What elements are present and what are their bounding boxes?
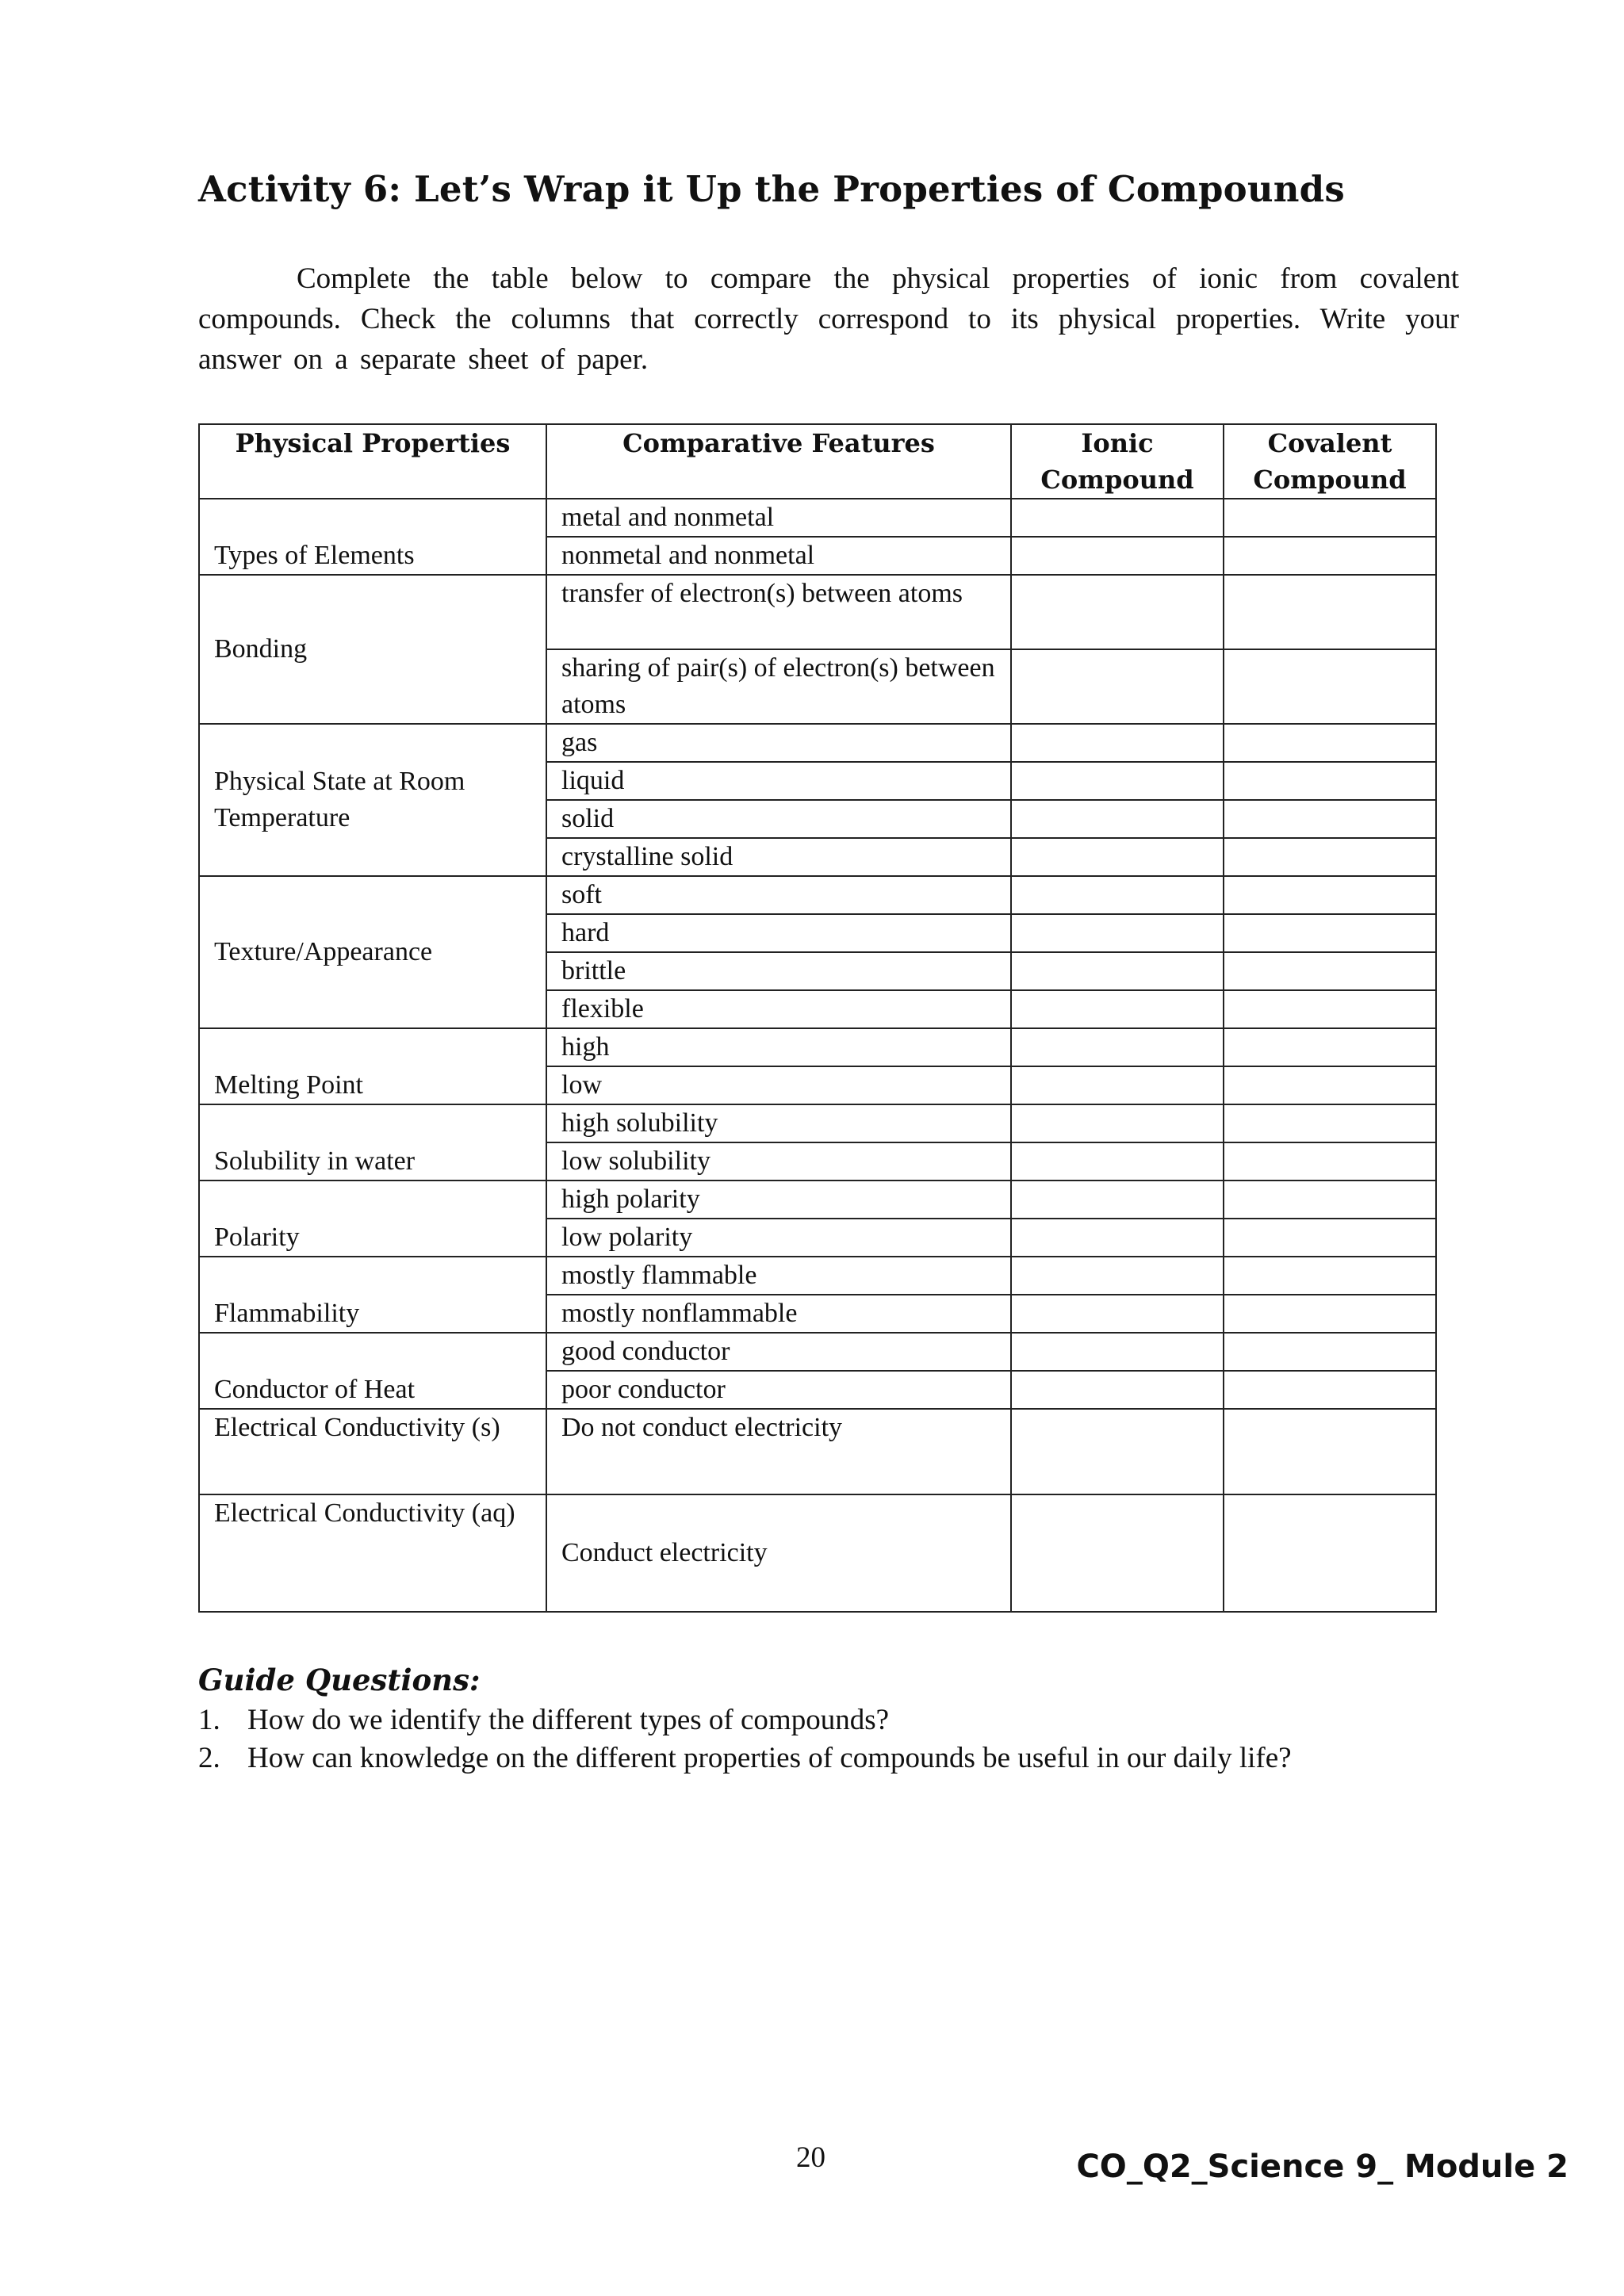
instructions-paragraph: Complete the table below to compare the physical properties of ionic from covalent compounds. Check the columns that correctly correspond to its physical properties. Write your answer on a separate sheet of paper. <box>198 262 1459 376</box>
feature-cell: high <box>546 1028 1011 1066</box>
covalent-check-cell[interactable] <box>1224 1494 1436 1612</box>
module-code: CO_Q2_Science 9_ Module 2 <box>1076 2149 1568 2185</box>
guide-questions-title: Guide Questions: <box>198 1663 481 1697</box>
covalent-check-cell[interactable] <box>1224 537 1436 575</box>
feature-cell: mostly nonflammable <box>546 1295 1011 1333</box>
property-cell: Physical State at Room Temperature <box>199 724 546 876</box>
covalent-check-cell[interactable] <box>1224 838 1436 876</box>
question-text: How can knowledge on the different properties of compounds be useful in our daily life? <box>247 1742 1292 1774</box>
feature-cell: brittle <box>546 952 1011 990</box>
covalent-check-cell[interactable] <box>1224 800 1436 838</box>
ionic-check-cell[interactable] <box>1011 1494 1224 1612</box>
ionic-check-cell[interactable] <box>1011 499 1224 537</box>
table-row <box>199 575 1436 649</box>
covalent-check-cell[interactable] <box>1224 1333 1436 1371</box>
properties-table <box>198 423 1437 1613</box>
question-number: 1. <box>198 1704 220 1736</box>
table-row <box>199 724 1436 762</box>
activity-title: Activity 6: Let’s Wrap it Up the Properties of Compounds <box>198 168 1345 210</box>
ionic-check-cell[interactable] <box>1011 1181 1224 1219</box>
ionic-check-cell[interactable] <box>1011 1219 1224 1257</box>
property-cell: Types of Elements <box>199 499 546 575</box>
feature-cell: crystalline solid <box>546 838 1011 876</box>
feature-cell: flexible <box>546 990 1011 1028</box>
ionic-check-cell[interactable] <box>1011 990 1224 1028</box>
feature-cell: transfer of electron(s) between atoms <box>546 575 1011 649</box>
table-row <box>199 876 1436 914</box>
covalent-check-cell[interactable] <box>1224 499 1436 537</box>
covalent-check-cell[interactable] <box>1224 575 1436 649</box>
table-row <box>199 1104 1436 1142</box>
feature-cell: good conductor <box>546 1333 1011 1371</box>
table-row <box>199 1257 1436 1295</box>
covalent-check-cell[interactable] <box>1224 1104 1436 1142</box>
table-row <box>199 499 1436 537</box>
covalent-check-cell[interactable] <box>1224 724 1436 762</box>
ionic-check-cell[interactable] <box>1011 952 1224 990</box>
header-comparative-features: Comparative Features <box>546 424 1011 499</box>
feature-cell: low solubility <box>546 1142 1011 1181</box>
table-row <box>199 1181 1436 1219</box>
property-cell: Melting Point <box>199 1028 546 1104</box>
ionic-check-cell[interactable] <box>1011 876 1224 914</box>
feature-cell: gas <box>546 724 1011 762</box>
question-number: 2. <box>198 1742 220 1774</box>
feature-cell: hard <box>546 914 1011 952</box>
feature-cell: Do not conduct electricity <box>546 1409 1011 1494</box>
feature-cell: liquid <box>546 762 1011 800</box>
ionic-check-cell[interactable] <box>1011 1066 1224 1104</box>
feature-cell: low <box>546 1066 1011 1104</box>
ionic-check-cell[interactable] <box>1011 1371 1224 1409</box>
feature-cell: Conduct electricity <box>546 1494 1011 1612</box>
header-covalent-compound: Covalent Compound <box>1224 424 1436 499</box>
ionic-check-cell[interactable] <box>1011 1295 1224 1333</box>
ionic-check-cell[interactable] <box>1011 1409 1224 1494</box>
table-row <box>199 1494 1436 1612</box>
ionic-check-cell[interactable] <box>1011 800 1224 838</box>
ionic-check-cell[interactable] <box>1011 1257 1224 1295</box>
header-ionic-compound: Ionic Compound <box>1011 424 1224 499</box>
ionic-check-cell[interactable] <box>1011 914 1224 952</box>
covalent-check-cell[interactable] <box>1224 762 1436 800</box>
covalent-check-cell[interactable] <box>1224 1371 1436 1409</box>
covalent-check-cell[interactable] <box>1224 1066 1436 1104</box>
feature-cell: metal and nonmetal <box>546 499 1011 537</box>
guide-questions <box>198 1659 1467 1777</box>
question-item <box>198 1739 1467 1777</box>
property-cell: Bonding <box>199 575 546 724</box>
ionic-check-cell[interactable] <box>1011 1104 1224 1142</box>
question-text: How do we identify the different types of compounds? <box>247 1704 890 1736</box>
covalent-check-cell[interactable] <box>1224 1028 1436 1066</box>
property-cell: Electrical Conductivity (s) <box>199 1409 546 1494</box>
table-header-row <box>199 424 1436 499</box>
covalent-check-cell[interactable] <box>1224 1257 1436 1295</box>
ionic-check-cell[interactable] <box>1011 1333 1224 1371</box>
feature-cell: solid <box>546 800 1011 838</box>
table-row <box>199 1028 1436 1066</box>
ionic-check-cell[interactable] <box>1011 1028 1224 1066</box>
feature-cell: soft <box>546 876 1011 914</box>
ionic-check-cell[interactable] <box>1011 838 1224 876</box>
ionic-check-cell[interactable] <box>1011 649 1224 724</box>
covalent-check-cell[interactable] <box>1224 1181 1436 1219</box>
property-cell: Solubility in water <box>199 1104 546 1181</box>
table-row <box>199 1333 1436 1371</box>
covalent-check-cell[interactable] <box>1224 1219 1436 1257</box>
feature-cell: mostly flammable <box>546 1257 1011 1295</box>
feature-cell: sharing of pair(s) of electron(s) between atoms <box>546 649 1011 724</box>
ionic-check-cell[interactable] <box>1011 724 1224 762</box>
page-number: 20 <box>796 2141 825 2174</box>
ionic-check-cell[interactable] <box>1011 762 1224 800</box>
covalent-check-cell[interactable] <box>1224 649 1436 724</box>
table-row <box>199 1409 1436 1494</box>
feature-cell: high polarity <box>546 1181 1011 1219</box>
covalent-check-cell[interactable] <box>1224 1295 1436 1333</box>
feature-cell: nonmetal and nonmetal <box>546 537 1011 575</box>
question-item <box>198 1701 1467 1739</box>
property-cell: Flammability <box>199 1257 546 1333</box>
covalent-check-cell[interactable] <box>1224 1409 1436 1494</box>
ionic-check-cell[interactable] <box>1011 537 1224 575</box>
feature-cell: low polarity <box>546 1219 1011 1257</box>
property-cell: Texture/Appearance <box>199 876 546 1028</box>
property-cell: Conductor of Heat <box>199 1333 546 1409</box>
covalent-check-cell[interactable] <box>1224 990 1436 1028</box>
covalent-check-cell[interactable] <box>1224 876 1436 914</box>
property-cell: Electrical Conductivity (aq) <box>199 1494 546 1612</box>
covalent-check-cell[interactable] <box>1224 1142 1436 1181</box>
ionic-check-cell[interactable] <box>1011 575 1224 649</box>
covalent-check-cell[interactable] <box>1224 952 1436 990</box>
header-physical-properties: Physical Properties <box>199 424 546 499</box>
property-cell: Polarity <box>199 1181 546 1257</box>
covalent-check-cell[interactable] <box>1224 914 1436 952</box>
ionic-check-cell[interactable] <box>1011 1142 1224 1181</box>
feature-cell: poor conductor <box>546 1371 1011 1409</box>
feature-cell: high solubility <box>546 1104 1011 1142</box>
